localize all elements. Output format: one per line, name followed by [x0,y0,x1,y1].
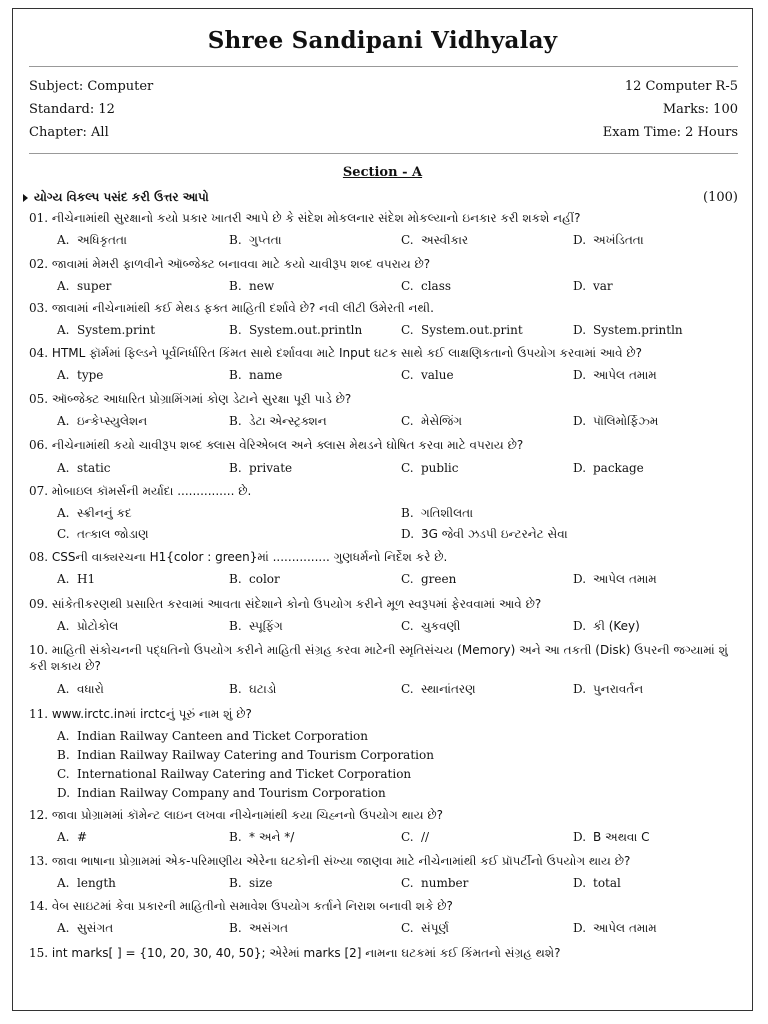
divider [29,66,738,67]
standard-label: Standard: 12 [29,102,115,117]
option: A. H1 [57,572,96,586]
question: 04. HTML ફૉર્મમાં ફિલ્ડને પૂર્વનિર્ધારિત કિંમત સાથે દર્શાવવા માટે Input ઘટક સાથે કઈ લાક્ષણિકતાનો ઉપયોગ કરવામાં આવે છે? [29,346,643,360]
question: 08. CSSની વાક્યરચના H1{color : green}માં ............... ગુણધર્મનો નિર્દેશ કરે છે. [29,550,448,564]
question: 13. જાવા ભાષાના પ્રોગ્રામમાં એક-પરિમાણીય એરેના ઘટકોની સંખ્યા જાણવા માટે નીચેનામાંથી કઈ પ્રૉપર્ટીનો ઉપયોગ થાય છે? [29,854,631,868]
option: A. super [57,279,112,293]
option: D. 3G જેવી ઝડપી ઇન્ટરનેટ સેવા [401,527,568,541]
option: B. size [229,876,273,890]
option: D. var [573,279,613,293]
exam-time-label: Exam Time: 2 Hours [602,125,738,140]
question: 05. ઑબ્જેક્ટ આધારિત પ્રોગ્રામિંગમાં કોણ ડેટાને સુરક્ષા પૂરી પાડે છે? [29,392,352,406]
option: A. System.print [57,323,156,337]
option: B. name [229,368,283,382]
option: A. Indian Railway Canteen and Ticket Corporation [57,729,368,743]
question: 15. int marks[ ] = {10, 20, 30, 40, 50}; એરેમાં marks [2] નામના ઘટકમાં કઈ કિંમતનો સંગ્રહ થશે? [29,946,561,960]
option: D. package [573,461,644,475]
option: D. આપેલ તમામ [573,921,657,935]
chapter-label: Chapter: All [29,125,109,140]
option: A. અધિકૃતતા [57,233,127,247]
option: A. # [57,830,88,844]
question: 12. જાવા પ્રોગ્રામમાં કૉમેન્ટ લાઇન લખવા નીચેનામાંથી કયા ચિહ્નનો ઉપયોગ થાય છે? [29,808,444,822]
option: D. System.println [573,323,683,337]
option: C. અસ્વીકાર [401,233,469,247]
option: D. અખંડિતતા [573,233,644,247]
section-heading: Section - A [342,165,423,180]
option: D. Indian Railway Company and Tourism Corporation [57,786,386,800]
option: A. વધારો [57,682,104,696]
total-marks: (100) [703,190,738,205]
option: A. static [57,461,111,475]
school-title: Shree Sandipani Vidhyalay [207,27,558,54]
option: C. સંપૂર્ણ [401,921,449,935]
option: D. total [573,876,621,890]
question: 06. નીચેનામાંથી કયો ચાવીરૂપ શબ્દ ક્લાસ વેરિએબલ અને ક્લાસ મેથડને ઘોષિત કરવા માટે વપરાય છે? [29,438,524,452]
subject-label: Subject: Computer [29,79,154,94]
option: C. International Railway Catering and Ticket Corporation [57,767,412,781]
option: B. ગુપ્તતા [229,233,282,247]
question: 10. માહિતી સંકોચનની પદ્ધતિનો ઉપયોગ કરીને માહિતી સંગ્રહ કરવા માટેની સ્મૃતિસંચય (Memory) અને આ તકતી (Disk) ઉપરની જગ્યામાં શું કરી શકાય છે? [29,643,728,673]
option: B. * અને */ [229,830,295,844]
option: B. ઘટાડો [229,682,277,696]
option: D. પૉલિમોર્ફિઝ્મ [573,414,659,428]
option: A. પ્રોટોકોલ [57,619,119,633]
option: C. value [401,368,454,382]
option: A. length [57,876,116,890]
option: B. color [229,572,280,586]
option: A. સ્ક્રીનનું કદ [57,506,132,520]
exam-page [12,8,753,1011]
triangle-bullet-icon [23,194,28,202]
paper-code: 12 Computer R-5 [624,79,738,94]
divider [29,153,738,154]
question: 03. જાવામાં નીચેનામાંથી કઈ મેથડ ફક્ત માહિતી દર્શાવે છે? નવી લીટી ઉમેરતી નથી. [29,301,434,315]
option: D. B અથવા C [573,830,650,844]
option: C. ચુકવણી [401,619,461,633]
option: C. public [401,461,459,475]
option: D. આપેલ તમામ [573,572,657,586]
question [29,210,741,226]
option: B. ગતિશીલતા [401,506,474,520]
question-text: નીચેનામાંથી સુરક્ષાનો કયો પ્રકાર ખાતરી આપે છે કે સંદેશ મોકલનાર સંદેશ મોકલ્યાનો ઇનકાર કરી શકશે નહીં? [51,211,581,225]
option: B. સ્પૂફિંગ [229,619,283,633]
option: D. કી (Key) [573,619,640,633]
option: B. અસંગત [229,921,289,935]
option: A. type [57,368,104,382]
question: 11. www.irctc.inમાં irctcનું પૂરું નામ શું છે? [29,707,252,721]
option: C. મેસેજિંગ [401,414,463,428]
marks-label: Marks: 100 [662,102,738,117]
question-number: 01. [29,211,49,225]
option: D. આપેલ તમામ [573,368,657,382]
option: C. class [401,279,452,293]
option: D. પુનરાવર્તન [573,682,644,696]
option: C. System.out.print [401,323,523,337]
option: C. green [401,572,457,586]
instruction-text: યોગ્ય વિકલ્પ પસંદ કરી ઉત્તર આપો [34,190,209,204]
option: B. new [229,279,275,293]
option: B. System.out.println [229,323,363,337]
question: 07. મોબાઇલ કૉમર્સની મર્યાદા ............... છે. [29,484,252,498]
option: C. // [401,830,430,844]
option: C. તત્કાલ જોડાણ [57,527,149,541]
option: A. ઇન્કેપ્સ્યુલેશન [57,414,148,428]
option: C. સ્થાનાંતરણ [401,682,476,696]
question: 14. વેબ સાઇટમાં કેવા પ્રકારની માહિતીનો સમાવેશ ઉપયોગ કર્તાને નિરાશ બનાવી શકે છે? [29,899,453,913]
option: B. ડેટા એન્સ્ટ્રક્શન [229,414,327,428]
option: B. private [229,461,293,475]
option: C. number [401,876,469,890]
question: 02. જાવામાં મેમરી ફાળવીને ઑબ્જેક્ટ બનાવવા માટે કયો ચાવીરૂપ શબ્દ વપરાય છે? [29,257,431,271]
option: B. Indian Railway Railway Catering and Tourism Corporation [57,748,434,762]
question: 09. સાંકેતીકરણથી પ્રસારિત કરવામાં આવતા સંદેશાને કોનો ઉપયોગ કરીને મૂળ સ્વરૂપમાં ફેરવવામાં આવે છે? [29,597,542,611]
option: A. સુસંગત [57,921,114,935]
instruction [23,190,209,205]
